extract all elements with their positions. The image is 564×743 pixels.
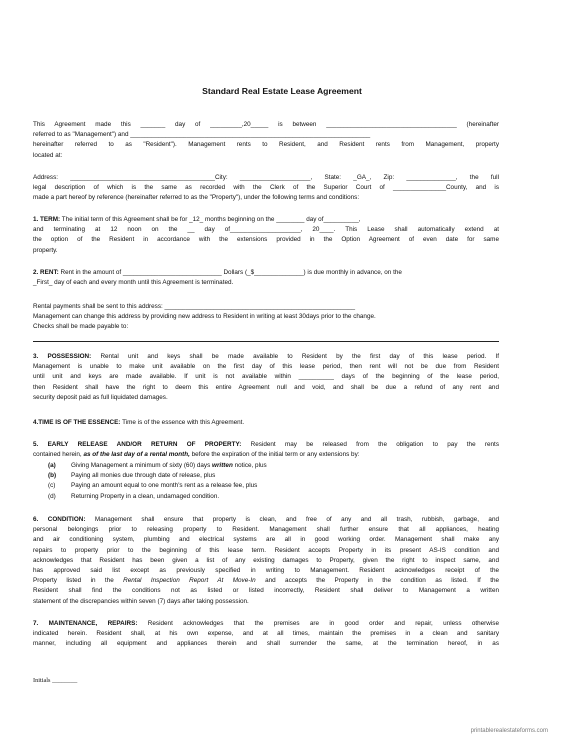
condition-line: statement of the discrepancies within seven (7) days after taking possession. [33, 597, 249, 605]
essence-heading: 4.TIME IS OF THE ESSENCE: [33, 419, 121, 426]
condition-line: Resident shall find the conditions not as listed or listed incorrectly, Resident shall deliver to Management a written [33, 587, 499, 595]
early-release-text: contained herein, [33, 451, 82, 459]
list-item [48, 461, 267, 471]
list-marker: (d) [48, 492, 56, 500]
condition-line: personal belongings prior to releasing property to Resident. Management shall further ensure that all appliances, heating [33, 526, 499, 534]
intro-line: hereinafter referred to as "Resident"). Management rents to Resident, and Resident rents from Management, property [33, 141, 499, 149]
possession-line: Rental unit and keys shall be made available to Resident by the first day of this lease period. If [100, 353, 499, 360]
early-release-line: Resident may be released from the obligation to pay the rents [250, 441, 499, 448]
term-line: and terminating at 12 noon on the __ day of____________________, 20____. This Lease shall automatically extend at [33, 226, 499, 234]
payments-line: Rental payments shall be sent to this address: ______________________________________________________ [33, 303, 356, 310]
footer-website: printablerealestateforms.com [470, 728, 548, 734]
early-release-emphasis: as of the last day of a rental month, [83, 451, 190, 459]
possession-section [33, 352, 499, 403]
intro-line: referred to as "Management") and ____________________________________________________________________ [33, 131, 371, 139]
payments-paragraph [33, 302, 499, 333]
essence-section [33, 418, 499, 428]
maintenance-section [33, 619, 499, 650]
condition-section [33, 515, 499, 607]
document-title: Standard Real Estate Lease Agreement [202, 86, 362, 96]
possession-line: Management is unable to make unit available on the first day of this lease period, then rent will not be due from Resident [33, 363, 499, 371]
inspection-report-name: Rental Inspection Report At Move-In [123, 577, 256, 585]
condition-heading: 6. CONDITION: [33, 516, 86, 523]
condition-line: repairs to property prior to the beginning of this lease term. Resident accepts Property in its present AS-IS condition and [33, 546, 499, 554]
term-line: property. [33, 246, 58, 254]
essence-text: Time is of the essence with this Agreement. [122, 419, 245, 426]
list-item-emphasis: written [212, 462, 233, 469]
list-item [48, 481, 267, 491]
list-marker: (b) [48, 472, 57, 480]
condition-text: Property listed in the [33, 577, 114, 585]
list-item-text: notice, plus [232, 462, 267, 469]
term-section [33, 215, 499, 256]
maintenance-line: Resident acknowledges that the premises are in good order and repair, unless otherwise [147, 620, 499, 627]
list-item [48, 492, 267, 502]
condition-line: Management shall ensure that property is clean, and free of any and all trash, rubbish, garbage, and [94, 516, 499, 523]
list-marker: (a) [48, 462, 56, 469]
early-release-section [33, 440, 499, 460]
condition-text: and accepts the Property in the condition as listed. If the [265, 577, 500, 585]
rent-heading: 2. RENT: [33, 269, 59, 276]
list-item-text: Giving Management a minimum of sixty (60) days [71, 462, 213, 469]
address-line: legal description of which is the same as recorded with the Clerk of the Superior Court of _______________County, and is [33, 184, 499, 192]
term-line: The initial term of this Agreement shall be for _12_ months beginning on the ________ day of__________, [61, 216, 361, 223]
early-release-heading: 5. EARLY RELEASE AND/OR RETURN OF PROPERTY: [33, 441, 242, 448]
possession-heading: 3. POSSESSION: [33, 353, 92, 360]
address-line: made a part hereof by reference (hereinafter referred to as the "Property"), under the following terms and conditions: [33, 194, 360, 202]
maintenance-line: indicated herein. Resident shall, at his own expense, and at all times, maintain the premises in a clean and sanitary [33, 630, 499, 638]
term-heading: 1. TERM: [33, 216, 61, 223]
maintenance-line: manner, including all equipment and appliances therein and shall surrender the same, at the termination hereof, in as [33, 640, 499, 648]
list-item-text: Paying all monies due through date of release, plus [71, 472, 216, 480]
list-item-text: Returning Property in a clean, undamaged condition. [71, 492, 220, 500]
address-line: Address: _________________________________________City: ____________________, State: _GA_, Zip: ______________, the full [33, 174, 499, 181]
maintenance-heading: 7. MAINTENANCE, REPAIRS: [33, 620, 138, 627]
list-item-text: Paying an amount equal to one month's rent as a release fee, plus [71, 482, 258, 490]
payments-line: Checks shall be made payable to: [33, 323, 129, 331]
intro-paragraph [33, 120, 499, 161]
rent-line: Rent in the amount of ____________________________ Dollars (_$______________) is due monthly in advance, on the [60, 269, 402, 276]
intro-line: located at: [33, 151, 63, 159]
list-item [48, 471, 267, 481]
condition-line: acknowledges that Resident has been given a list of any existing damages to Property, given the right to inspect same, and [33, 556, 499, 564]
term-line: the option of the Resident in accordance with the extensions provided in the Option Agreement of even date for same [33, 236, 499, 244]
payments-line: Management can change this address by providing new address to Resident in writing at least 30days prior to the change. [33, 313, 376, 321]
intro-line: This Agreement made this _______ day of _________,20_____ is between _____________________________________ (hereinafter [33, 121, 499, 128]
early-release-conditions-list [48, 461, 267, 502]
address-paragraph [33, 173, 499, 204]
list-marker: (c) [48, 482, 56, 490]
condition-line: and air conditioning system, plumbing and electrical systems are all in good working order. Management shall make any [33, 536, 499, 544]
condition-line: has approved said list except as previously specified in writing to Management. Resident acknowledges receipt of the [33, 567, 499, 575]
initials-field[interactable]: Initials ________ [33, 677, 78, 684]
early-release-text: before the expiration of the initial term or any extensions by: [191, 451, 360, 459]
possession-line: security deposit paid as full liquidated damages. [33, 393, 168, 401]
rent-section [33, 268, 499, 288]
possession-line: then Resident shall have the right to deem this entire Agreement null and void, and shall be due a refund of any rent and [33, 383, 499, 391]
rent-line: _First_ day of each and every month until this Agreement is terminated. [33, 279, 234, 287]
payee-blank-line [33, 341, 499, 342]
possession-line: until unit and keys are made available. If unit is not available within __________ days of the beginning of the lease period, [33, 373, 499, 381]
